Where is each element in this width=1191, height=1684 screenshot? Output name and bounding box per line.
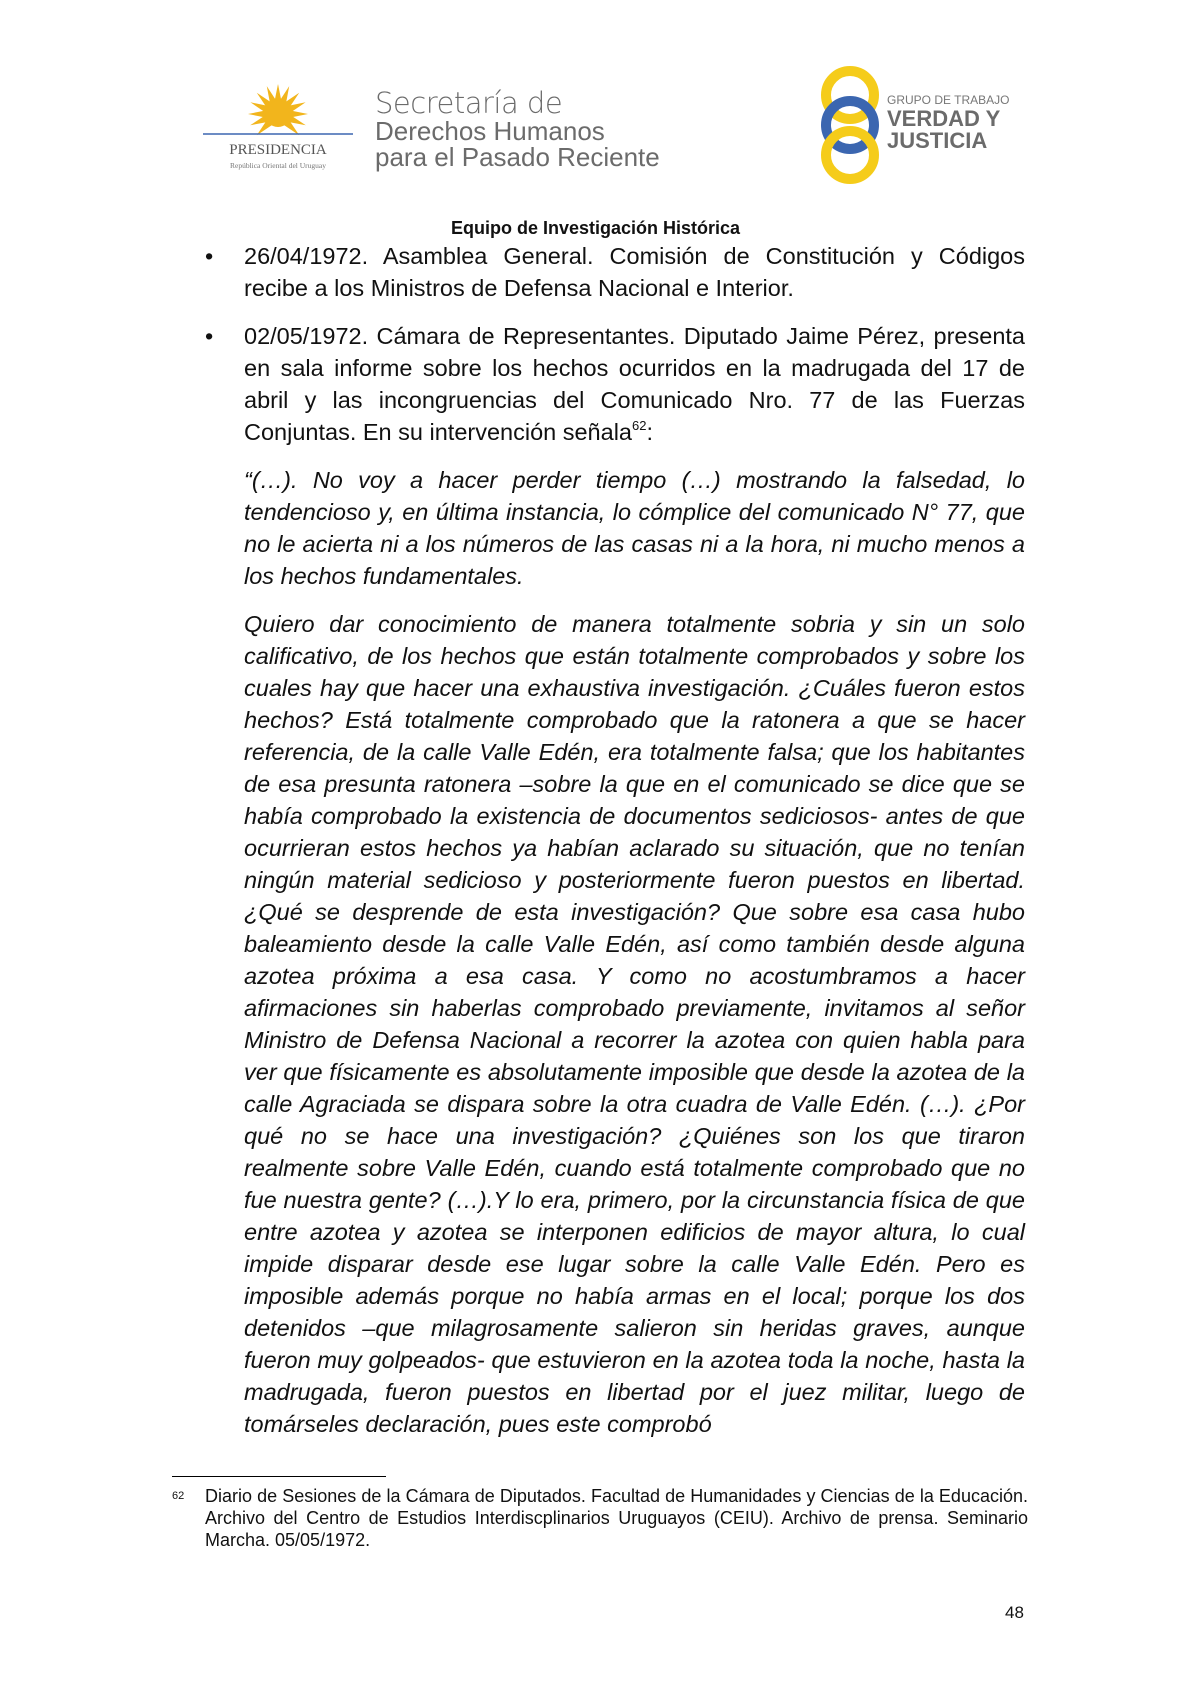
footnote-ref: 62 (632, 418, 647, 433)
footnote-number: 62 (172, 1490, 185, 1502)
page-title: Equipo de Investigación Histórica (450, 218, 741, 238)
presidencia-sun-logo (198, 82, 358, 182)
grupo-line3: JUSTICIA (887, 128, 988, 153)
document-body (205, 240, 1025, 1456)
grupo-line1: GRUPO DE TRABAJO (887, 93, 1010, 107)
bullet-item (205, 320, 1025, 448)
secretaria-line2: Derechos Humanos (375, 116, 605, 146)
page-header (0, 0, 1191, 210)
bullet-icon: • (205, 243, 214, 269)
quote-paragraph: “(…). No voy a hacer perder tiempo (…) mostrando la falsedad, lo tendencioso y, en última instancia, lo cómplice del comunicado N° 77, que no le acierta ni a los números de las casas ni a la hora, ni mucho menos a los hechos fundamentales. (244, 467, 1025, 589)
page-number: 48 (1005, 1603, 1024, 1622)
footnote (172, 1485, 1028, 1551)
bullet-item (205, 240, 1025, 304)
secretaria-line1: Secretaría de (375, 86, 563, 120)
presidencia-title: PRESIDENCIA (229, 142, 327, 158)
bullet-text-colon: : (646, 419, 653, 445)
secretaria-wordmark (375, 88, 660, 170)
bullet-text (244, 320, 1025, 448)
grupo-line2: VERDAD Y (887, 106, 1001, 131)
secretaria-line3: para el Pasado Reciente (375, 142, 660, 172)
presidencia-subtitle: República Oriental del Uruguay (229, 161, 327, 170)
footnote-divider (172, 1476, 386, 1477)
interlocked-rings-icon (826, 71, 874, 179)
verdad-justicia-logo (805, 60, 1125, 190)
quote-paragraph: Quiero dar conocimiento de manera totalmente sobria y sin un solo calificativo, de los hechos que están totalmente comprobados y sobre los cuales hay que hacer una exhaustiva investigación. ¿Cuáles fueron estos hechos? Está totalmente comprobado que la ratonera a que se hacer referencia, de la calle Valle Edén, era totalmente falsa; que los habitantes de esa presunta ratonera –sobre la que en el comunicado se dice que se había comprobado la existencia de documentos sediciosos- antes de que ocurrieran estos hechos ya habían aclarado su situación, que no tenían ningún material sedicioso y posteriormente fueron puestos en libertad. ¿Qué se desprende de esta investigación? Que sobre esa casa hubo baleamiento desde la calle Valle Edén, así como también desde alguna azotea próxima a esa casa. Y como no acostumbramos a hacer afirmaciones sin haberlas comprobado previamente, invitamos al señor Ministro de Defensa Nacional a recorrer la azotea con quien habla para ver que físicamente es absolutamente imposible que desde la azotea de la calle Agraciada se dispara sobre la otra cuadra de Valle Edén. (…). ¿Por qué no se hace una investigación? ¿Quiénes son los que tiraron realmente sobre Valle Edén, cuando está totalmente comprobado que no fue nuestra gente? (…).Y lo era, primero, por la circunstancia física de que entre azotea y azotea se interponen edificios de mayor altura, lo cual impide disparar desde ese lugar sobre la calle Valle Edén. Pero es imposible además porque no había armas en el local; porque los dos detenidos –que milagrosamente salieron sin heridas graves, aunque fueron muy golpeados- que estuvieron en la azotea toda la noche, hasta la madrugada, fueron puestos en libertad por el juez militar, luego de tomárseles declaración, pues este comprobó (244, 611, 1025, 1437)
sun-icon (248, 84, 308, 138)
bullet-text-body: 02/05/1972. Cámara de Representantes. Diputado Jaime Pérez, presenta en sala informe sobre los hechos ocurridos en la madrugada del 17 de abril y las incongruencias del Comunicado Nro. 77 de las Fuerzas Conjuntas. En su intervención señala (244, 323, 1025, 445)
footnote-text: Diario de Sesiones de la Cámara de Diputados. Facultad de Humanidades y Ciencias de la Educación. Archivo del Centro de Estudios Interdiscplinarios Uruguayos (CEIU). Archivo de prensa. Seminario Marcha. 05/05/1972. (205, 1486, 1028, 1550)
bullet-icon: • (205, 323, 214, 349)
bullet-text: 26/04/1972. Asamblea General. Comisión de Constitución y Códigos recibe a los Ministros de Defensa Nacional e Interior. (244, 243, 1025, 301)
